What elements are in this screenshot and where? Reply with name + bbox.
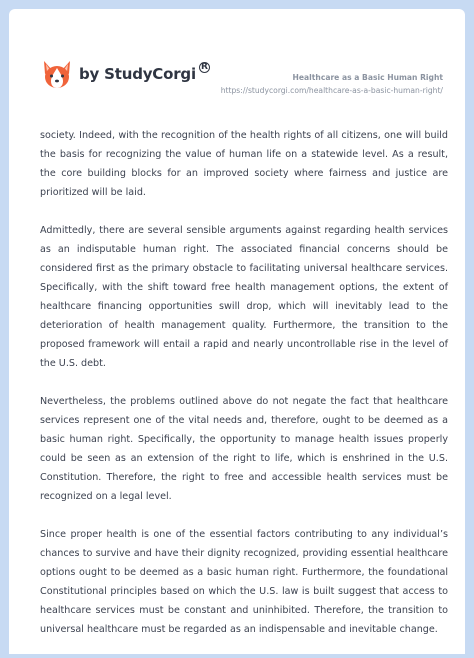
studycorgi-logo[interactable]	[40, 59, 210, 89]
corgi-logo-icon	[40, 59, 74, 89]
brand-name	[79, 62, 210, 83]
paragraph: Since proper health is one of the essential factors contributing to any individual’s chances to survive and have their dignity recognized, providing essential healthcare options ought to be deemed as a basic human right. Furthermore, the foundational Constitutional principles based on which the U.S. law is built suggest that access to healthcare services must be constant and uninhibited. Therefore, the transition to universal healthcare must be regarded as an indispensable and inevitable change.	[40, 529, 448, 635]
paragraph: Admittedly, there are several sensible arguments against regarding health services as an indisputable human right. The associated financial concerns should be considered first as the primary obstacle to facilitating universal healthcare services. Specifically, with the shift toward free health management options, the extent of healthcare financing opportunities swill drop, which will inevitably lead to the deterioration of health management quality. Furthermore, the transition to the proposed framework will entail a rapid and nearly uncontrollable rise in the level of the U.S. debt.	[40, 225, 448, 369]
document-body	[40, 126, 448, 658]
paragraph: Nevertheless, the problems outlined above do not negate the fact that healthcare services represent one of the vital needs and, therefore, ought to be deemed as a basic human right. Specifically, the opportunity to manage health issues properly could be seen as an extension of the right to life, which is enshrined in the U.S. Constitution. Therefore, the right to free and accessible health services must be recognized on a legal level.	[40, 396, 448, 502]
brand-label: by StudyCorgi	[79, 65, 196, 83]
document-page	[9, 9, 465, 654]
document-url[interactable]: https://studycorgi.com/healthcare-as-a-basic-human-right/	[220, 86, 443, 95]
paragraph: society. Indeed, with the recognition of the health rights of all citizens, one will build the basis for recognizing the value of human life on a statewide level. As a result, the core building blocks for an improved society where fairness and justice are prioritized will be laid.	[40, 130, 448, 198]
registered-mark: R	[199, 62, 210, 73]
document-title: Healthcare as a Basic Human Right	[292, 73, 443, 82]
